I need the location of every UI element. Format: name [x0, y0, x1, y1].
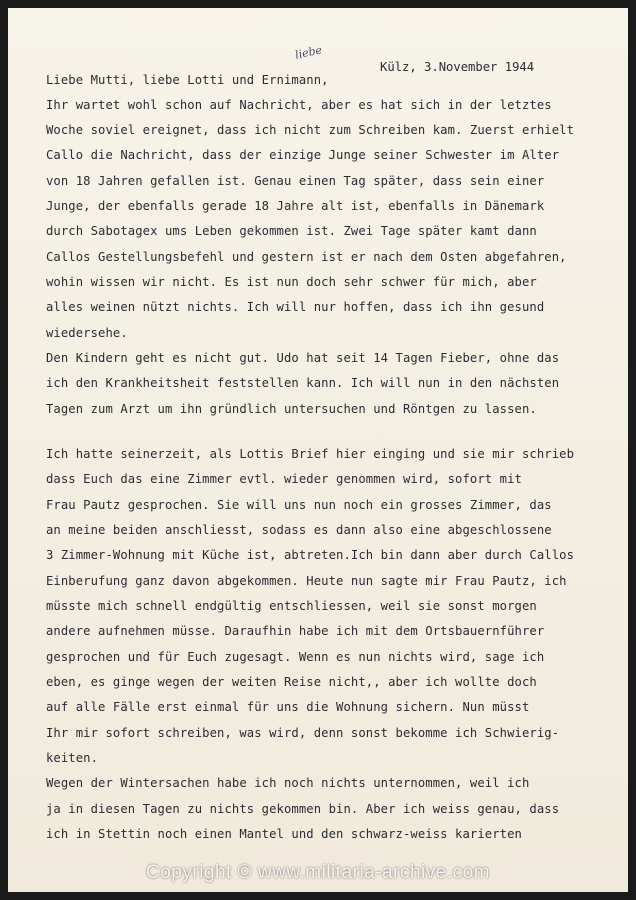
text-line: Ich hatte seinerzeit, als Lottis Brief hier einging und sie mir schrieb [46, 447, 575, 461]
text-line: alles weinen nützt nichts. Ich will nur hoffen, dass ich ihn gesund [46, 300, 545, 314]
text-line: Einberufung ganz davon abgekommen. Heute nun sagte mir Frau Pautz, ich [46, 574, 567, 588]
text-line: auf alle Fälle erst einmal für uns die Wohnung sichern. Nun müsst [46, 700, 530, 714]
text-line: durch Sabotagex ums Leben gekommen ist. Zwei Tage später kamt dann [46, 224, 537, 238]
text-line: an meine beiden anschliesst, sodass es dann also eine abgeschlossene [46, 523, 552, 537]
text-line: Callo die Nachricht, dass der einzige Junge seiner Schwester im Alter [46, 148, 560, 162]
text-line: Ihr wartet wohl schon auf Nachricht, aber es hat sich in der letztes [46, 98, 552, 112]
text-line: von 18 Jahren gefallen ist. Genau einen Tag später, dass sein einer [46, 174, 545, 188]
text-line: Wegen der Wintersachen habe ich noch nichts unternommen, weil ich [46, 776, 530, 790]
letter-page [8, 8, 628, 892]
text-line: ja in diesen Tagen zu nichts gekommen bin. Aber ich weiss genau, dass [46, 802, 560, 816]
text-line: keiten. [46, 751, 99, 765]
salutation: Liebe Mutti, liebe Lotti und Ernimann, [46, 73, 329, 87]
text-line: wohin wissen wir nicht. Es ist nun doch sehr schwer für mich, aber [46, 275, 537, 289]
text-line: andere aufnehmen müsse. Daraufhin habe ich mit dem Ortsbauernführer [46, 624, 545, 638]
text-line: Callos Gestellungsbefehl und gestern ist er nach dem Osten abgefahren, [46, 250, 567, 264]
text-line: ich den Krankheitsheit feststellen kann. Ich will nun in den nächsten [46, 376, 560, 390]
copyright-watermark: Copyright © www.militaria-archive.com [146, 862, 490, 883]
text-line: Frau Pautz gesprochen. Sie will uns nun noch ein grosses Zimmer, das [46, 498, 552, 512]
text-line: Junge, der ebenfalls gerade 18 Jahre alt ist, ebenfalls in Dänemark [46, 199, 545, 213]
text-line: gesprochen und für Euch zugesagt. Wenn es nun nichts wird, sage ich [46, 650, 545, 664]
text-line: Den Kindern geht es nicht gut. Udo hat seit 14 Tagen Fieber, ohne das [46, 351, 560, 365]
letter-date: Külz, 3.November 1944 [380, 60, 535, 74]
text-line: 3 Zimmer-Wohnung mit Küche ist, abtreten.Ich bin dann aber durch Callos [46, 548, 575, 562]
text-line: ich in Stettin noch einen Mantel und den schwarz-weiss karierten [46, 827, 522, 841]
text-line: Tagen zum Arzt um ihn gründlich untersuchen und Röntgen zu lassen. [46, 402, 537, 416]
text-line: müsste mich schnell endgültig entschliessen, weil sie sonst morgen [46, 599, 537, 613]
text-line: Ihr mir sofort schreiben, was wird, denn sonst bekomme ich Schwierig- [46, 726, 560, 740]
text-line: dass Euch das eine Zimmer evtl. wieder genommen wird, sofort mit [46, 472, 522, 486]
handwritten-insert: liebe [293, 43, 324, 62]
text-line: wiedersehe. [46, 326, 128, 340]
text-line: Woche soviel ereignet, dass ich nicht zum Schreiben kam. Zuerst erhielt [46, 123, 575, 137]
text-line: eben, es ginge wegen der weiten Reise nicht,, aber ich wollte doch [46, 675, 537, 689]
